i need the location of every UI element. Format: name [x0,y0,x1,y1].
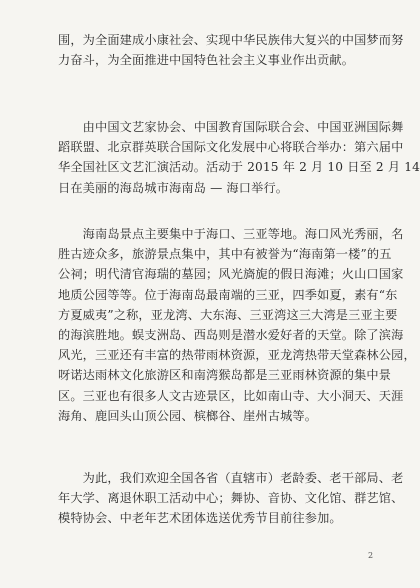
text-line: 由中国文艺家协会、中国教育国际联合会、中国亚洲国际舞 [58,120,404,134]
text-line: 模特协会、中老年艺术团体选送优秀节目前往参加。 [58,511,342,526]
text-line: 日在美丽的海岛城市海南岛 — 海口举行。 [58,180,289,195]
text-line: 华全国社区文艺汇演活动。活动于 2015 年 2 月 10 日至 2 月 14 [58,160,420,175]
text-line: 地质公园等等。位于海南岛最南端的三亚，四季如夏，素有“东 [58,287,398,302]
text-line: 公祠；明代清官海瑞的墓园；风光旖旎的假日海滩；火山口国家 [58,267,404,282]
paragraph-4 [58,468,404,529]
page-number: 2 [368,551,374,560]
text-line: 蹈联盟、北京群英联合国际文化发展中心将联合举办：第六届中 [58,140,404,155]
paragraph-2 [58,117,420,198]
text-line: 年大学、离退休职工活动中心；舞协、音协、文化馆、群艺馆、 [58,491,404,506]
paragraph-3 [58,224,416,426]
text-line: 风光，三亚还有丰富的热带雨林资源，亚龙湾热带天堂森林公园， [58,348,416,363]
paragraph-1 [58,30,404,70]
text-line: 呀诺达雨林文化旅游区和南湾猴岛都是三亚雨林资源的集中景 [58,368,392,383]
text-line: 的海滨胜地。蜈支洲岛、西岛则是潜水爱好者的天堂。除了滨海 [58,328,404,343]
text-line: 海南岛景点主要集中于海口、三亚等地。海口风光秀丽，名 [58,227,404,241]
text-line: 海角、鹿回头山顶公园、槟榔谷、崖州古城等。 [58,408,318,423]
text-line: 区。三亚也有很多人文古迹景区，比如南山寺、大小洞天、天涯 [58,388,404,403]
text-line: 方夏威夷”之称，亚龙湾、大东海、三亚湾这三大湾是三亚主要 [58,307,398,322]
text-line: 为此，我们欢迎全国各省（直辖市）老龄委、老干部局、老 [58,471,404,485]
text-line: 力奋斗，为全面推进中国特色社会主义事业作出贡献。 [58,53,355,68]
text-line: 胜古迹众多，旅游景点集中，其中有被誉为“海南第一楼”的五 [58,247,392,262]
text-line: 围，为全面建成小康社会、实现中华民族伟大复兴的中国梦而努 [58,33,404,47]
